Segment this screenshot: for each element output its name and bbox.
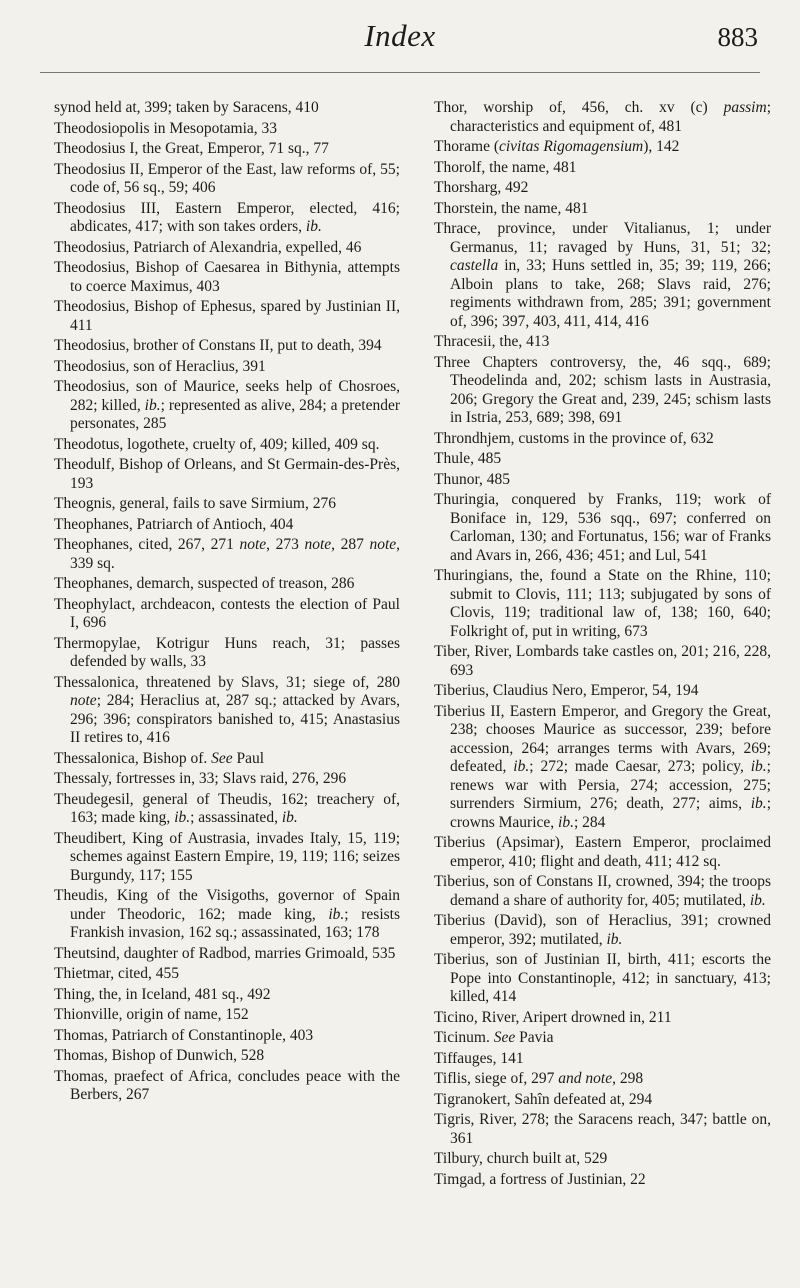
- index-entry: Thionville, origin of name, 152: [54, 1006, 249, 1023]
- index-column-left: [54, 99, 400, 1107]
- index-entry: Thuringia, conquered by Franks, 119; work of Boniface in, 129, 536 sqq., 697; conferred on Carloman, 130; and Fortunatus, 156; war of Franks and Avars in, 266, 436; 451; and Lul, 541: [434, 491, 771, 564]
- index-entry: Thessalonica, threatened by Slavs, 31; siege of, 280 note; 284; Heraclius at, 287 sq.; attacked by Avars, 296; 396; conspirators banished to, 415; Anastasius II retires to, 416: [54, 673, 400, 746]
- index-entry: Theodosius II, Emperor of the East, law reforms of, 55; code of, 56 sq., 59; 406: [54, 160, 400, 196]
- index-entry: Thietmar, cited, 455: [54, 965, 180, 982]
- index-entry: Thuringians, the, found a State on the Rhine, 110; submit to Clovis, 111; 113; subjugated by sons of Clovis, 119; traditional law of, 138; 160, 640; Folkright of, put in writing, 673: [434, 567, 771, 640]
- index-entry: Tiberius II, Eastern Emperor, and Gregory the Great, 238; chooses Maurice as successor, 239; before accession, 264; arranges terms with Avars, 269; defeated, ib.; 272; made Caesar, 273; policy, ib.; renews war with Persia, 274; accession, 275; surrenders Sirmium, 276; death, 277; aims, ib.; crowns Maurice, ib.; 284: [434, 702, 771, 831]
- index-entry: Theophanes, Patriarch of Antioch, 404: [54, 515, 294, 533]
- index-entry: Tiber, River, Lombards take castles on, 201; 216, 228, 693: [434, 643, 771, 679]
- index-entry: Theodosius, son of Maurice, seeks help of Chosroes, 282; killed, ib.; represented as alive, 284; a pretender personates, 285: [54, 378, 400, 432]
- index-entry: Thorstein, the name, 481: [434, 199, 589, 217]
- index-entry: Thorolf, the name, 481: [434, 158, 577, 176]
- index-entry: Theodosiopolis in Mesopotamia, 33: [54, 119, 278, 137]
- index-entry: Thermopylae, Kotrigur Huns reach, 31; passes defended by walls, 33: [54, 634, 400, 670]
- index-entry: Thessaly, fortresses in, 33; Slavs raid, 276, 296: [54, 770, 347, 787]
- index-entry: Theodosius III, Eastern Emperor, elected, 416; abdicates, 417; with son takes orders, ib.: [54, 199, 400, 235]
- index-entry: Tiberius, son of Constans II, crowned, 394; the troops demand a share of authority for, 405; mutilated, ib.: [434, 873, 771, 909]
- index-entry: Thorsharg, 492: [434, 179, 529, 196]
- index-column-right: [434, 99, 771, 1191]
- index-entry: Tilbury, church built at, 529: [434, 1150, 608, 1167]
- index-entry: Ticino, River, Aripert drowned in, 211: [434, 1008, 672, 1026]
- index-entry: Theodulf, Bishop of Orleans, and St Germain-des-Près, 193: [54, 456, 400, 492]
- index-entry: Thessalonica, Bishop of. See Paul: [54, 749, 265, 767]
- header-rule: [40, 72, 760, 73]
- index-entry: Thing, the, in Iceland, 481 sq., 492: [54, 985, 271, 1003]
- index-entry: Theodosius I, the Great, Emperor, 71 sq., 77: [54, 140, 329, 157]
- index-entry: Theophanes, demarch, suspected of treason, 286: [54, 575, 355, 592]
- index-entry: Tiffauges, 141: [434, 1049, 524, 1067]
- index-entry: Theophanes, cited, 267, 271 note, 273 note, 287 note, 339 sq.: [54, 536, 401, 572]
- index-entry: Throndhjem, customs in the province of, 632: [434, 429, 714, 447]
- index-entry: Tiberius, son of Justinian II, birth, 411; escorts the Pope into Constantinople, 412; in sanctuary, 413; killed, 414: [434, 951, 771, 1005]
- index-entry: Thule, 485: [434, 450, 502, 467]
- index-entry: Tiberius (David), son of Heraclius, 391; crowned emperor, 392; mutilated, ib.: [434, 912, 771, 948]
- index-entry: Thunor, 485: [434, 470, 511, 488]
- index-entry: Thorame (civitas Rigomagensium), 142: [434, 138, 680, 155]
- index-entry: synod held at, 399; taken by Saracens, 410: [54, 99, 319, 116]
- index-entry: Theodosius, brother of Constans II, put to death, 394: [54, 337, 382, 354]
- index-entry: Thomas, praefect of Africa, concludes peace with the Berbers, 267: [54, 1067, 400, 1103]
- index-entry: Tiberius (Apsimar), Eastern Emperor, proclaimed emperor, 410; flight and death, 411; 412 sq.: [434, 834, 771, 870]
- index-entry: Tigris, River, 278; the Saracens reach, 347; battle on, 361: [434, 1111, 771, 1147]
- page-header: [0, 0, 800, 92]
- index-entry: Theodotus, logothete, cruelty of, 409; killed, 409 sq.: [54, 435, 380, 453]
- index-entry: Tiberius, Claudius Nero, Emperor, 54, 194: [434, 682, 699, 699]
- index-entry: Thomas, Bishop of Dunwich, 528: [54, 1047, 265, 1064]
- index-entry: Three Chapters controversy, the, 46 sqq., 689; Theodelinda and, 202; schism lasts in Austrasia, 206; Gregory the Great and, 239, 245; schism lasts in Istria, 253, 689; 398, 691: [434, 353, 771, 426]
- index-entry: Theodosius, Bishop of Ephesus, spared by Justinian II, 411: [54, 298, 400, 334]
- index-entry: Tigranokert, Sahîn defeated at, 294: [434, 1090, 653, 1108]
- index-entry: Theudis, King of the Visigoths, governor of Spain under Theodoric, 162; made king, ib.; resists Frankish invasion, 162 sq.; assassinated, 163; 178: [54, 887, 400, 941]
- index-entry: Theudibert, King of Austrasia, invades Italy, 15, 119; schemes against Eastern Empire, 19, 119; 116; seizes Burgundy, 117; 155: [54, 829, 400, 884]
- index-entry: Theophylact, archdeacon, contests the election of Paul I, 696: [54, 595, 400, 631]
- index-entry: Timgad, a fortress of Justinian, 22: [434, 1170, 646, 1188]
- index-entry: Theodosius, Bishop of Caesarea in Bithynia, attempts to coerce Maximus, 403: [54, 259, 400, 295]
- index-entry: Tiflis, siege of, 297 and note, 298: [434, 1070, 644, 1087]
- index-entry: Theodosius, son of Heraclius, 391: [54, 357, 266, 375]
- page-number: 883: [717, 22, 758, 52]
- index-entry: Thrace, province, under Vitalianus, 1; under Germanus, 11; ravaged by Huns, 31, 51; 32; castella in, 33; Huns settled in, 35; 39; 119, 266; Alboin plans to take, 268; Slavs raid, 276; regiments withdrawn from, 285; 391; government of, 396; 397, 403, 411, 414, 416: [434, 220, 771, 330]
- index-entry: Thracesii, the, 413: [434, 333, 550, 350]
- index-entry: Theodosius, Patriarch of Alexandria, expelled, 46: [54, 238, 362, 256]
- index-entry: Theudegesil, general of Theudis, 162; treachery of, 163; made king, ib.; assassinated, ib.: [54, 790, 400, 826]
- index-entry: Ticinum. See Pavia: [434, 1029, 554, 1046]
- index-entry: Thor, worship of, 456, ch. xv (c) passim; characteristics and equipment of, 481: [434, 99, 771, 135]
- index-entry: Thomas, Patriarch of Constantinople, 403: [54, 1026, 314, 1044]
- index-entry: Theutsind, daughter of Radbod, marries Grimoald, 535: [54, 944, 396, 962]
- running-title: Index: [364, 18, 436, 53]
- index-entry: Theognis, general, fails to save Sirmium, 276: [54, 495, 336, 512]
- index-columns: [54, 99, 771, 1269]
